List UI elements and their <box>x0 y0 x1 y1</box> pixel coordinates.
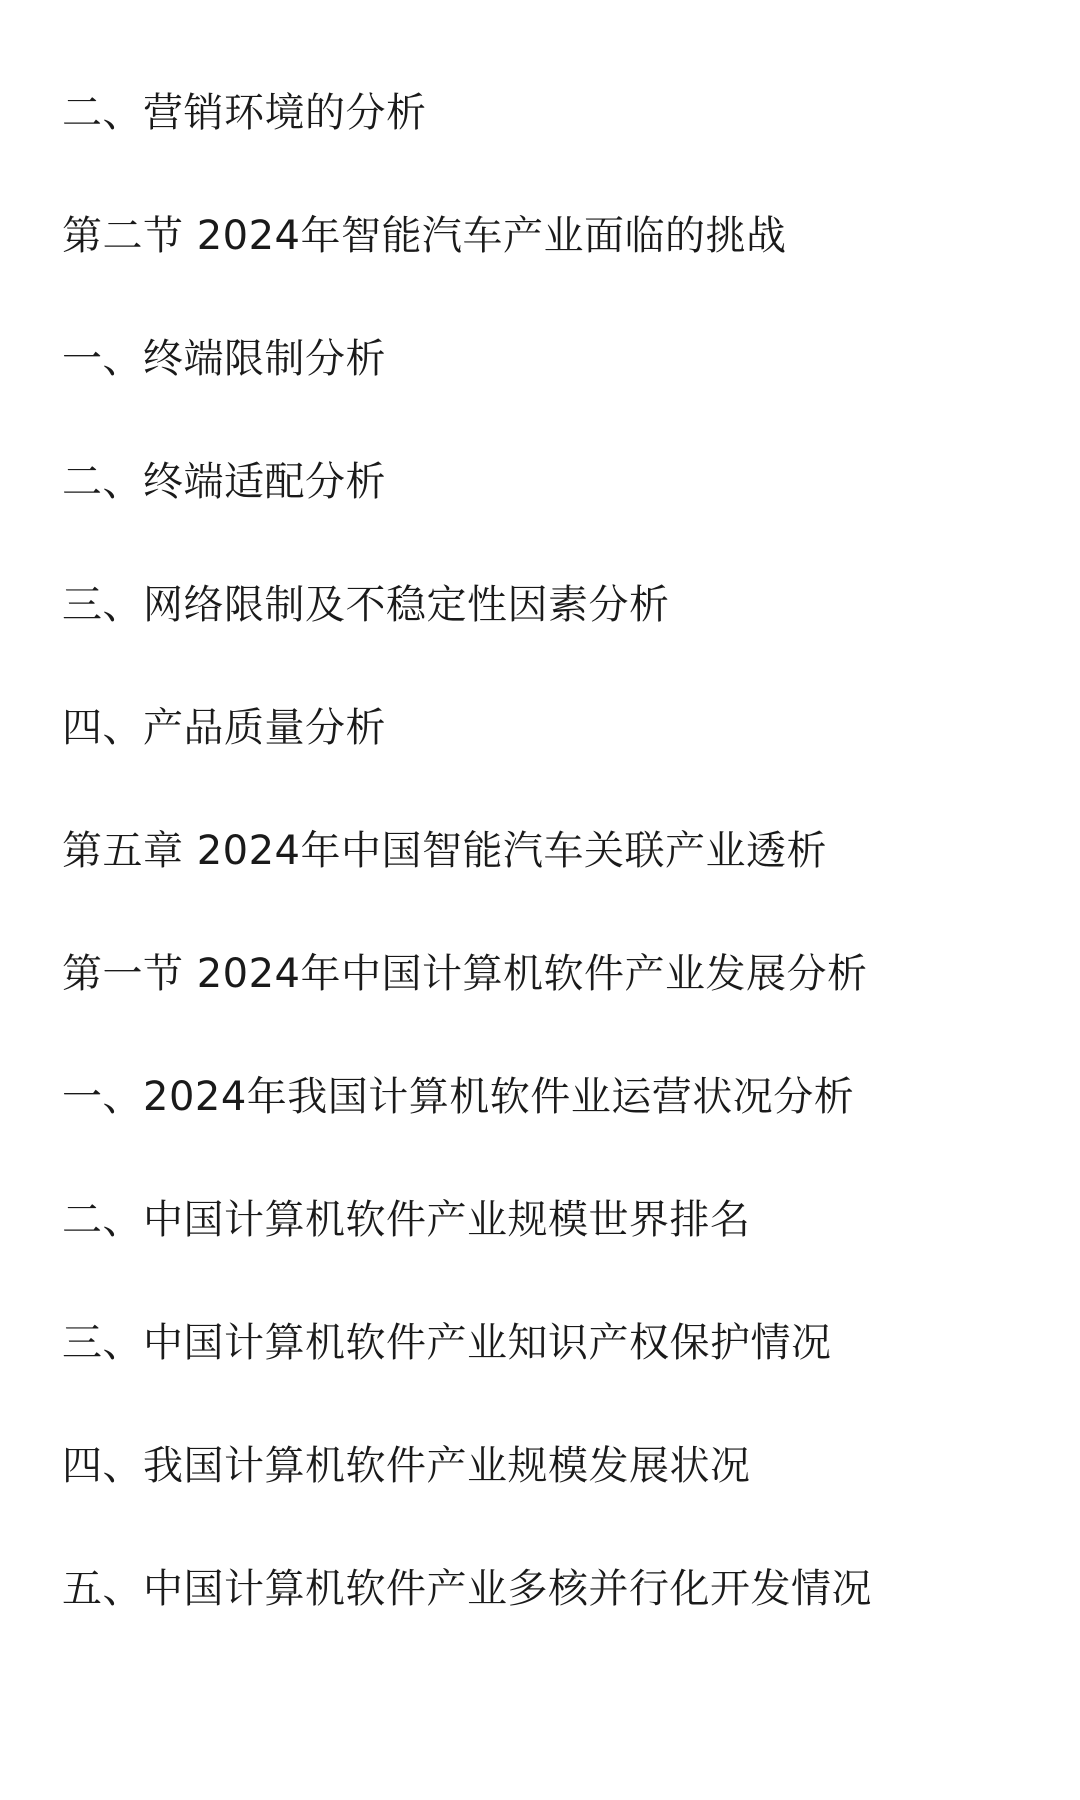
toc-item-text: 一、终端限制分析 <box>62 336 386 382</box>
toc-item-text: 四、我国计算机软件产业规模发展状况 <box>62 1443 751 1489</box>
toc-item-text: 四、产品质量分析 <box>62 705 386 751</box>
toc-item-text: 一、2024年我国计算机软件业运营状况分析 <box>62 1074 855 1120</box>
toc-item-text: 二、终端适配分析 <box>62 459 386 505</box>
toc-item-text: 二、中国计算机软件产业规模世界排名 <box>62 1197 751 1243</box>
toc-item <box>62 1566 1062 1714</box>
table-of-contents <box>62 90 1062 1714</box>
toc-item-text: 三、网络限制及不稳定性因素分析 <box>62 582 670 628</box>
toc-item-text: 第一节 2024年中国计算机软件产业发展分析 <box>62 951 868 997</box>
toc-item-text: 第五章 2024年中国智能汽车关联产业透析 <box>62 828 828 874</box>
toc-item-text: 二、营销环境的分析 <box>62 90 427 136</box>
toc-item-text: 五、中国计算机软件产业多核并行化开发情况 <box>62 1566 872 1612</box>
toc-item-text: 第二节 2024年智能汽车产业面临的挑战 <box>62 213 787 259</box>
toc-item-text: 三、中国计算机软件产业知识产权保护情况 <box>62 1320 832 1366</box>
